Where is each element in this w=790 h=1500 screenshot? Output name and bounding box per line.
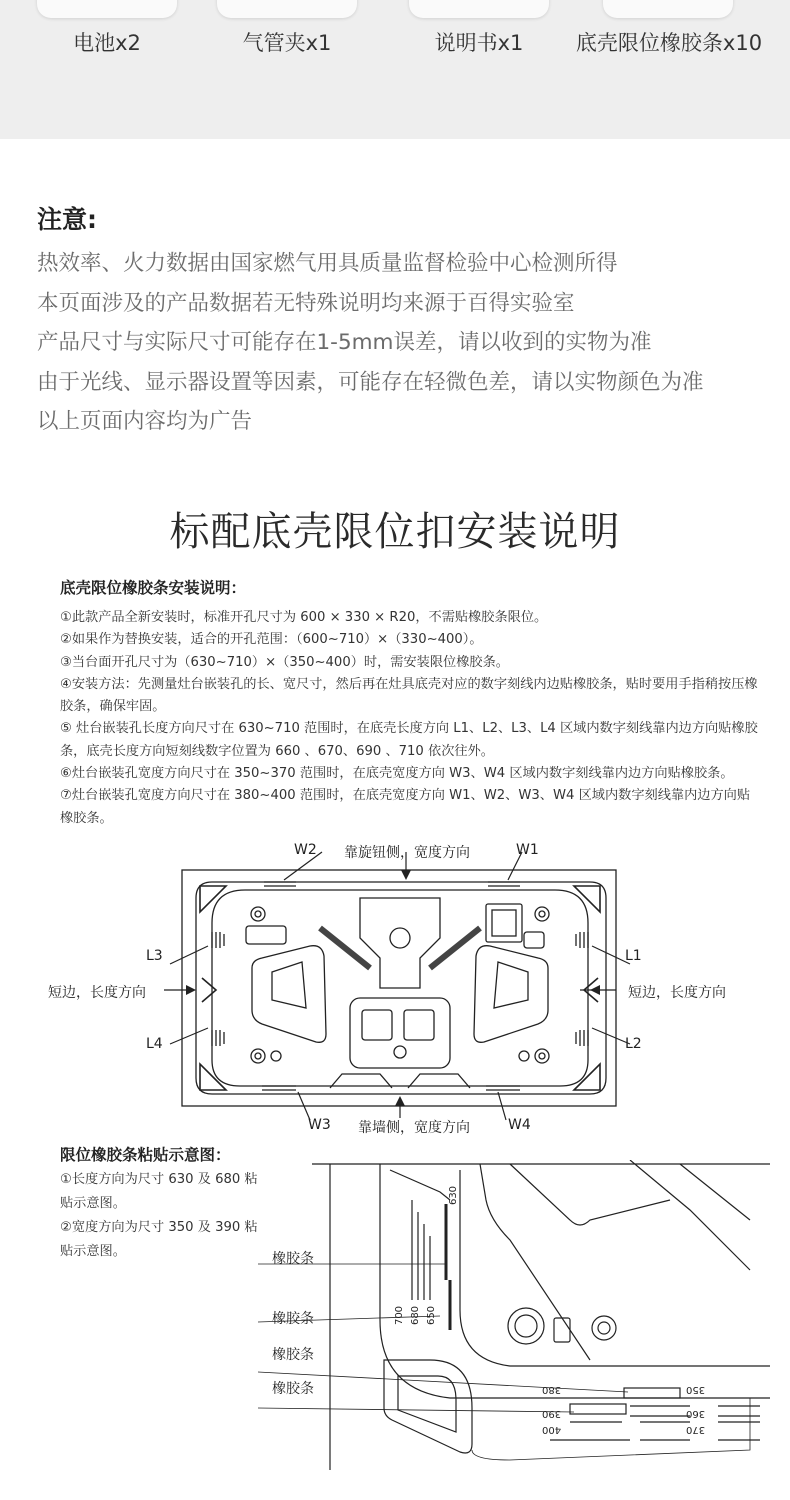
install-section-title: 底壳限位橡胶条安装说明： xyxy=(60,579,247,597)
diagram-label-l2: L2 xyxy=(625,1036,642,1052)
accessory-thumbnail xyxy=(37,0,177,18)
mark-400: 400 xyxy=(542,1424,562,1435)
accessory-gas-pipe-clip xyxy=(197,0,377,139)
diagram-left-caption: 短边，长度方向 xyxy=(48,985,146,1001)
mark-650: 650 xyxy=(426,1305,438,1326)
accessory-label: 电池x2 xyxy=(73,31,141,55)
notice-title: 注意: xyxy=(37,205,97,234)
diagram-label-l4: L4 xyxy=(146,1036,163,1052)
mark-360: 360 xyxy=(686,1408,706,1419)
top-mechanism xyxy=(360,898,440,988)
mark-630: 630 xyxy=(448,1185,460,1206)
install-step: ①此款产品全新安装时，标准开孔尺寸为 600 × 330 × R20，不需贴橡胶条限位。 xyxy=(60,610,548,625)
accessory-strip xyxy=(0,0,790,139)
mark-370: 370 xyxy=(686,1424,706,1435)
mark-350: 350 xyxy=(686,1384,706,1395)
mark-680: 680 xyxy=(410,1305,422,1326)
accessory-rubber-strip xyxy=(575,0,763,139)
notice-line: 本页面涉及的产品数据若无特殊说明均来源于百得实验室 xyxy=(37,290,575,316)
accessory-thumbnail xyxy=(603,0,733,18)
rubber-strip-detail-diagram xyxy=(250,1160,770,1490)
detail-note: ②宽度方向为尺寸 350 及 390 粘贴示意图。 xyxy=(60,1220,258,1259)
diagram-top-caption: 靠旋钮侧，宽度方向 xyxy=(344,845,470,861)
accessory-battery xyxy=(17,0,197,139)
install-step: ⑥灶台嵌装孔宽度方向尺寸在 350~370 范围时，在底壳宽度方向 W3、W4 区域内数字刻线靠内边方向贴橡胶条。 xyxy=(60,766,734,782)
install-steps xyxy=(60,607,760,830)
right-panel xyxy=(474,946,548,1043)
accessory-label: 说明书x1 xyxy=(434,31,524,55)
install-step: ⑤ 灶台嵌装孔长度方向尺寸在 630~710 范围时，在底壳长度方向 L1、L2、L3、L4 区域内数字刻线靠内边方向贴橡胶条，底壳长度方向短刻线数字位置为 660 、670、690 、710 依次往外。 xyxy=(60,721,758,759)
rubber-strip-callout: 橡胶条 xyxy=(272,1251,314,1267)
accessory-label: 底壳限位橡胶条x10 xyxy=(575,31,763,55)
install-step: ③当台面开孔尺寸为（630~710）×（350~400）时，需安装限位橡胶条。 xyxy=(60,654,509,670)
accessory-thumbnail xyxy=(217,0,357,18)
diagram-label-w2: W2 xyxy=(294,842,317,858)
mark-390: 390 xyxy=(542,1408,562,1419)
mark-700: 700 xyxy=(394,1305,406,1326)
install-step: ②如果作为替换安装，适合的开孔范围：（600~710）×（330~400）。 xyxy=(60,632,483,648)
accessory-manual xyxy=(389,0,569,139)
notice-line: 以上页面内容均为广告 xyxy=(37,409,253,434)
diagram-label-w3: W3 xyxy=(308,1117,331,1133)
install-step: ④安装方法：先测量灶台嵌装孔的长、宽尺寸，然后再在灶具底壳对应的数字刻线内边贴橡胶条，贴时要用手指稍按压橡胶条，确保牢固。 xyxy=(60,676,758,715)
diagram-label-w1: W1 xyxy=(516,842,539,858)
detail-section-title: 限位橡胶条粘贴示意图： xyxy=(60,1146,231,1164)
notice-line: 由于光线、显示器设置等因素，可能存在轻微色差，请以实物颜色为准 xyxy=(37,369,704,395)
diagram-label-l1: L1 xyxy=(625,948,642,964)
rubber-strip-callout: 橡胶条 xyxy=(272,1381,314,1397)
detail-note: ①长度方向为尺寸 630 及 680 粘贴示意图。 xyxy=(60,1172,258,1211)
manual-title: 标配底壳限位扣安装说明 xyxy=(169,509,621,555)
notice-section xyxy=(37,200,777,442)
notice-line: 热效率、火力数据由国家燃气用具质量监督检验中心检测所得 xyxy=(37,251,618,276)
left-panel xyxy=(252,946,326,1043)
detail-drawing xyxy=(250,1160,770,1490)
detail-notes xyxy=(60,1168,260,1264)
detail-knob xyxy=(508,1308,544,1344)
mark-380: 380 xyxy=(542,1384,562,1395)
install-step: ⑦灶台嵌装孔宽度方向尺寸在 380~400 范围时，在底壳宽度方向 W1、W2、W3、W4 区域内数字刻线靠内边方向贴橡胶条。 xyxy=(60,788,751,826)
diagram-label-w4: W4 xyxy=(508,1117,531,1133)
rubber-strip-callout: 橡胶条 xyxy=(272,1347,314,1363)
notice-line: 产品尺寸与实际尺寸可能存在1-5mm误差，请以收到的实物为准 xyxy=(37,330,652,355)
rubber-strip-callout: 橡胶条 xyxy=(272,1311,314,1327)
accessory-thumbnail xyxy=(409,0,549,18)
diagram-label-l3: L3 xyxy=(146,948,163,964)
diagram-bottom-caption: 靠墙侧，宽度方向 xyxy=(358,1120,470,1136)
bottom-shell-diagram xyxy=(40,838,760,1138)
diagram-right-caption: 短边，长度方向 xyxy=(628,985,726,1001)
accessory-label: 气管夹x1 xyxy=(242,31,332,55)
